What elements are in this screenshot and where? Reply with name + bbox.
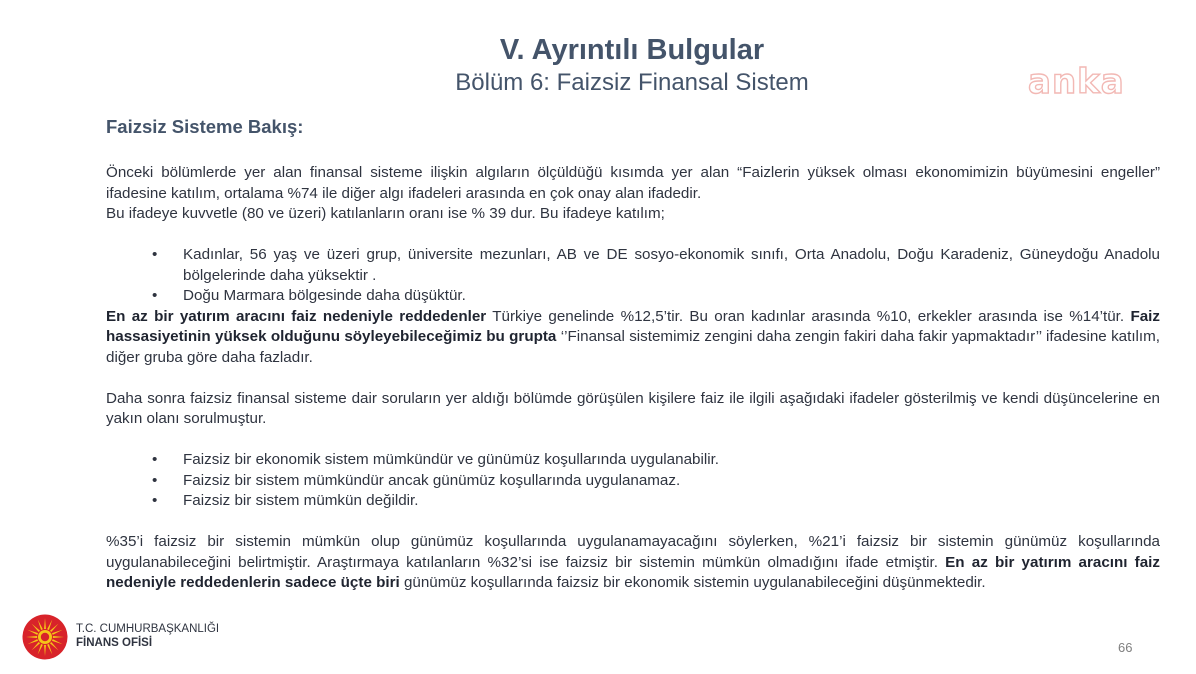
organization-name <box>76 622 219 650</box>
presidency-seal-icon <box>22 614 68 660</box>
page-header <box>0 32 1196 98</box>
paragraph-1: Önceki bölümlerde yer alan finansal sisteme ilişkin algıların ölçüldüğü kısımda yer alan “Faizlerin yüksek olması ekonomimizin büyümesini engeller” ifadesine katılım, ortalama %74 ile diğer algı ifadeleri arasında en çok onay alan ifadedir. <box>106 164 1160 202</box>
org-line-2: FİNANS OFİSİ <box>76 637 153 649</box>
bold-text: En az bir yatırım aracını faiz nedeniyle reddedenler <box>106 307 487 325</box>
page-title: V. Ayrıntılı Bulgular <box>499 34 765 66</box>
list-item: • Faizsiz bir sistem mümkündür ancak günümüz koşullarında uygulanamaz. <box>106 471 1160 492</box>
paragraph-2: Bu ifadeye kuvvetle (80 ve üzeri) katılanların oranı ise % 39 dur. Bu ifadeye katılım; <box>106 205 665 222</box>
list-item: • Faizsiz bir ekonomik sistem mümkündür ve günümüz koşullarında uygulanabilir. <box>106 450 1160 471</box>
main-content <box>106 115 1160 594</box>
list-item: • Faizsiz bir sistem mümkün değildir. <box>106 491 1160 512</box>
paragraph-3: En az bir yatırım aracını faiz nedeniyle reddedenler Türkiye genelinde %12,5’tir. Bu oran kadınlar arasında %10, erkekler arasında ise %14’tür. Faiz hassasiyetinin yüksek olduğunu söyleyebileceğimiz bu grupta ‘’Finansal sistemimiz zengini daha zengin fakiri daha fakir yapmaktadır’’ ifadesine katılım, diğer gruba göre daha fazladır. <box>106 307 1161 366</box>
page-subtitle: Bölüm 6: Faizsiz Finansal Sistem <box>455 69 809 96</box>
paragraph-5: %35’i faizsiz bir sistemin mümkün olup günümüz koşullarında uygulanamayacağını söylerken, %21’i faizsiz bir sistemin günümüz koşullarında uygulanabileceğini belirtmiştir. Araştırmaya katılanların %32’si ise faizsiz bir sistemin mümkün olmadığını ifade etmiştir. En az bir yatırım aracını faiz nedeniyle reddedenlerin sadece üçte biri günümüz koşullarında faizsiz bir ekonomik sistemin uygulanabileceğini düşünmektedir. <box>106 533 1160 591</box>
list-item: • Kadınlar, 56 yaş ve üzeri grup, üniversite mezunları, AB ve DE sosyo-ekonomik sınıfı, Orta Anadolu, Doğu Karadeniz, Güneydoğu Anadolu bölgelerinde daha yüksektir . <box>106 245 1160 286</box>
org-line-1: T.C. CUMHURBAŞKANLIĞI <box>76 623 220 635</box>
list-item: • Doğu Marmara bölgesinde daha düşüktür. <box>106 286 1160 307</box>
paragraph-4: Daha sonra faizsiz finansal sisteme dair soruların yer aldığı bölümde görüşülen kişilere faiz ile ilgili aşağıdaki ifadeler gösterilmiş ve kendi düşüncelerine en yakın olanı sorulmuştur. <box>106 389 1160 427</box>
bullet-list-1 <box>106 245 1160 307</box>
anka-watermark: anka <box>1028 62 1125 102</box>
bold-text: Faiz hassasiyetinin yüksek olduğunu söyleyebileceğimiz bu grupta <box>106 307 1160 345</box>
bold-text: En az bir yatırım aracını faiz nedeniyle reddedenlerin sadece üçte biri <box>106 553 1160 591</box>
bullet-list-2 <box>106 450 1160 512</box>
page-number: 66 <box>1118 640 1133 655</box>
section-title: Faizsiz Sisteme Bakış: <box>106 116 304 137</box>
